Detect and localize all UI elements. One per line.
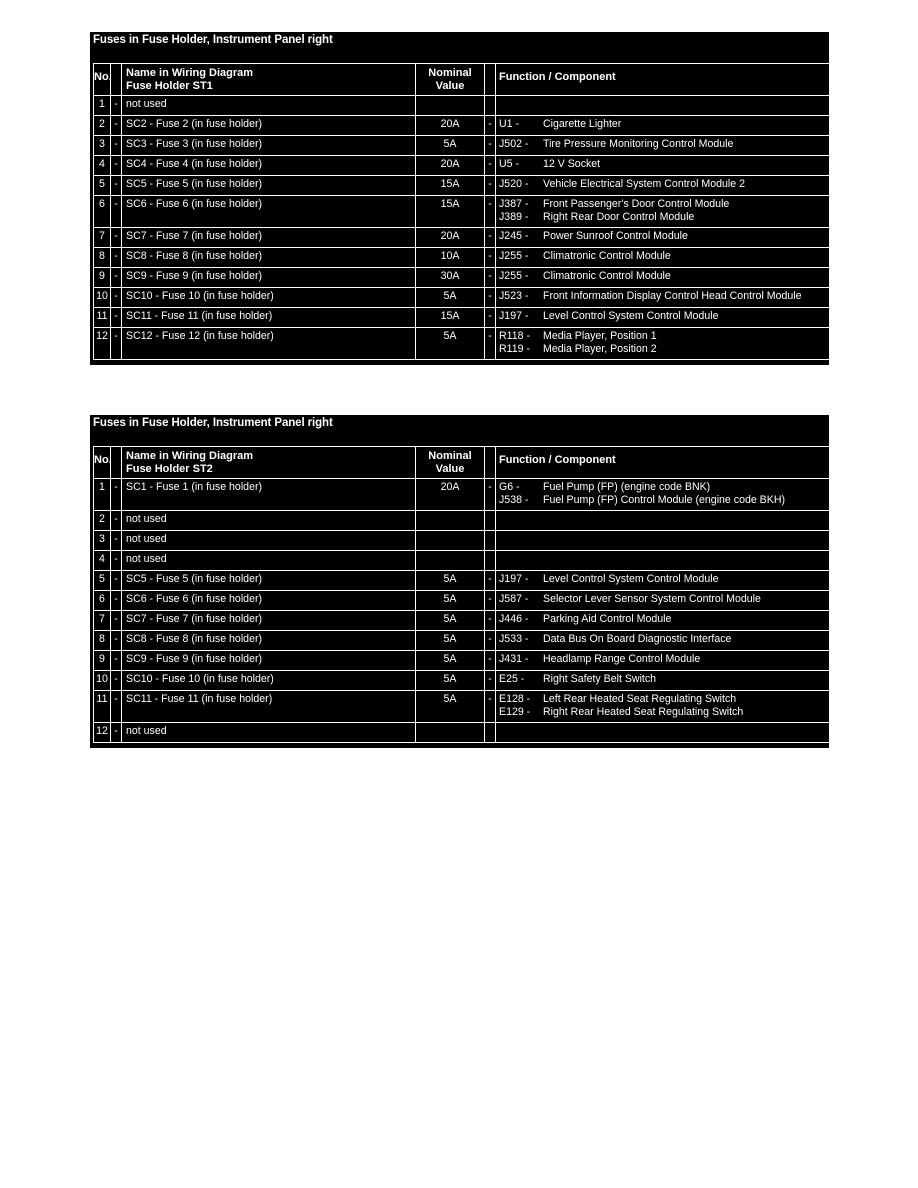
fuse-terminal: 87 (857, 478, 912, 511)
row-dash: - (110, 610, 122, 631)
fuse-value: 20A (415, 227, 485, 248)
fuse-terminal (857, 510, 912, 531)
fuse-value (415, 550, 485, 571)
fuse-function (495, 247, 858, 268)
header-value (415, 63, 485, 96)
fuse-number: 6 (93, 590, 111, 611)
component-desc: Level Control System Control Module (543, 310, 719, 322)
fuse-number: 2 (93, 510, 111, 531)
fuse-function (495, 135, 858, 156)
row-dash: - (484, 115, 496, 136)
fuse-terminal: 30 (857, 307, 912, 328)
fuse-terminal: 30 (857, 115, 912, 136)
fuse-function (495, 610, 858, 631)
header-value-line1: Nominal (428, 450, 472, 462)
row-dash: - (484, 327, 496, 360)
row-dash: - (110, 227, 122, 248)
fuse-value: 5A (415, 135, 485, 156)
fuse-value (415, 95, 485, 116)
table-row (90, 590, 891, 611)
table-row (90, 287, 891, 308)
fuse-number: 9 (93, 267, 111, 288)
component-code: J520 - (499, 178, 529, 190)
fuse-function (495, 327, 858, 360)
component-line (496, 494, 857, 507)
fuse-terminal (857, 530, 912, 551)
component-line (496, 481, 857, 494)
header-value-line2: Value (435, 463, 465, 475)
row-dash: - (484, 630, 496, 651)
row-dash: - (110, 175, 122, 196)
component-code: J533 - (499, 633, 529, 645)
fuse-value: 5A (415, 570, 485, 591)
row-dash: - (110, 267, 122, 288)
fuse-number: 8 (93, 247, 111, 268)
fuse-number: 12 (93, 327, 111, 360)
component-desc: Climatronic Control Module (543, 270, 671, 282)
fuse-function (495, 722, 858, 743)
component-line (496, 706, 857, 719)
row-dash: - (110, 195, 122, 228)
component-desc: Fuel Pump (FP) (engine code BNK) (543, 481, 711, 493)
fuse-name: SC7 - Fuse 7 (in fuse holder) (121, 610, 416, 631)
component-code: R119 - (499, 343, 531, 355)
component-desc: Cigarette Lighter (543, 118, 622, 130)
component-line (496, 158, 857, 171)
header-terminal: Terminal (857, 446, 912, 479)
fuse-terminal: 30 (857, 227, 912, 248)
fuse-terminal: 30 (857, 195, 912, 228)
fuse-terminal: 15 (857, 570, 912, 591)
component-line (496, 211, 857, 224)
component-desc: Climatronic Control Module (543, 250, 671, 262)
component-line (496, 178, 857, 191)
component-desc: 12 V Socket (543, 158, 601, 170)
fuse-number: 6 (93, 195, 111, 228)
header-value (415, 446, 485, 479)
fuse-terminal: 30 (857, 135, 912, 156)
fuse-terminal: 30 (857, 175, 912, 196)
component-line (496, 198, 857, 211)
row-dash: - (110, 550, 122, 571)
row-dash: - (110, 247, 122, 268)
table-row (90, 478, 891, 511)
header-function: Function / Component (495, 63, 858, 96)
component-line (496, 593, 857, 606)
component-line (496, 673, 857, 686)
row-dash: - (110, 722, 122, 743)
component-line (496, 330, 857, 343)
header-name-line1: Name in Wiring Diagram (126, 67, 254, 79)
table-row (90, 227, 891, 248)
fuse-name: SC8 - Fuse 8 (in fuse holder) (121, 630, 416, 651)
fuse-name: SC10 - Fuse 10 (in fuse holder) (121, 670, 416, 691)
fuse-name: SC6 - Fuse 6 (in fuse holder) (121, 590, 416, 611)
component-code: J245 - (499, 230, 529, 242)
fuse-number: 9 (93, 650, 111, 671)
table-row (90, 175, 891, 196)
fuse-function (495, 267, 858, 288)
fuse-number: 3 (93, 135, 111, 156)
fuse-terminal: 15 (857, 670, 912, 691)
header-name-line2: Fuse Holder ST2 (126, 463, 213, 475)
row-dash: - (110, 287, 122, 308)
component-line (496, 633, 857, 646)
component-line (496, 230, 857, 243)
fuse-function (495, 155, 858, 176)
table-row (90, 115, 891, 136)
row-dash: - (484, 610, 496, 631)
component-desc: Vehicle Electrical System Control Module 2 (543, 178, 745, 190)
component-desc: Data Bus On Board Diagnostic Interface (543, 633, 732, 645)
row-dash: - (110, 570, 122, 591)
fuse-terminal: 30 (857, 247, 912, 268)
fuse-terminal: 15 (857, 630, 912, 651)
fuse-number: 1 (93, 478, 111, 511)
fuse-name: SC9 - Fuse 9 (in fuse holder) (121, 267, 416, 288)
component-line (496, 290, 857, 303)
component-desc: Media Player, Position 1 (543, 330, 657, 342)
component-desc: Front Passenger's Door Control Module (543, 198, 730, 210)
header-function: Function / Component (495, 446, 858, 479)
fuse-name: SC5 - Fuse 5 (in fuse holder) (121, 175, 416, 196)
component-desc: Right Rear Heated Seat Regulating Switch (543, 706, 744, 718)
component-line (496, 310, 857, 323)
fuse-value: 20A (415, 115, 485, 136)
fuse-terminal: 30 (857, 327, 912, 360)
component-line (496, 573, 857, 586)
row-dash: - (484, 650, 496, 671)
fuse-value (415, 530, 485, 551)
fuse-function (495, 510, 858, 531)
component-desc: Media Player, Position 2 (543, 343, 657, 355)
header-name-line1: Name in Wiring Diagram (126, 450, 254, 462)
table-row (90, 155, 891, 176)
fuse-function (495, 195, 858, 228)
fuse-function (495, 570, 858, 591)
table-row (90, 247, 891, 268)
table-row (90, 267, 891, 288)
table-row (90, 650, 891, 671)
row-dash: - (484, 227, 496, 248)
fuse-table-st2 (90, 415, 908, 748)
component-desc: Front Information Display Control Head Control Module (543, 290, 802, 302)
component-desc: Right Safety Belt Switch (543, 673, 657, 685)
row-dash: - (484, 670, 496, 691)
fuse-table-st1 (90, 32, 908, 365)
table-header-row (90, 446, 908, 479)
fuse-name: not used (121, 95, 416, 116)
component-code: J446 - (499, 613, 529, 625)
fuse-terminal (857, 550, 912, 571)
fuse-value: 5A (415, 327, 485, 360)
component-code: J502 - (499, 138, 529, 150)
component-code: G6 - (499, 481, 520, 493)
fuse-function (495, 95, 858, 116)
header-value-line2: Value (435, 80, 465, 92)
header-value-line1: Nominal (428, 67, 472, 79)
table-row (90, 195, 891, 228)
header-terminal: Terminal (857, 63, 912, 96)
fuse-function (495, 307, 858, 328)
fuse-value: 5A (415, 670, 485, 691)
row-dash: - (484, 287, 496, 308)
row-dash: - (110, 530, 122, 551)
row-dash: - (110, 510, 122, 531)
fuse-name: SC12 - Fuse 12 (in fuse holder) (121, 327, 416, 360)
fuse-value: 20A (415, 155, 485, 176)
fuse-number: 5 (93, 570, 111, 591)
fuse-function (495, 227, 858, 248)
component-desc: Selector Lever Sensor System Control Module (543, 593, 761, 605)
row-dash: - (110, 327, 122, 360)
component-desc: Headlamp Range Control Module (543, 653, 701, 665)
fuse-number: 12 (93, 722, 111, 743)
header-no: No. (93, 63, 111, 96)
fuse-name: SC4 - Fuse 4 (in fuse holder) (121, 155, 416, 176)
component-line (496, 270, 857, 283)
header-no: No. (93, 446, 111, 479)
fuse-value: 10A (415, 247, 485, 268)
component-code: J197 - (499, 310, 529, 322)
fuse-value (415, 722, 485, 743)
component-line (496, 250, 857, 263)
component-code: J431 - (499, 653, 529, 665)
component-desc: Right Rear Door Control Module (543, 211, 695, 223)
component-desc: Level Control System Control Module (543, 573, 719, 585)
fuse-function (495, 650, 858, 671)
table-row (90, 670, 891, 691)
row-dash: - (484, 590, 496, 611)
fuse-name: SC2 - Fuse 2 (in fuse holder) (121, 115, 416, 136)
fuse-value: 5A (415, 590, 485, 611)
fuse-name: SC11 - Fuse 11 (in fuse holder) (121, 307, 416, 328)
fuse-number: 8 (93, 630, 111, 651)
fuse-name: not used (121, 530, 416, 551)
fuse-function (495, 530, 858, 551)
component-code: J538 - (499, 494, 529, 506)
table-header-row (90, 63, 908, 96)
fuse-name: not used (121, 550, 416, 571)
component-line (496, 613, 857, 626)
component-desc: Tire Pressure Monitoring Control Module (543, 138, 734, 150)
row-dash: - (110, 155, 122, 176)
fuse-name: SC1 - Fuse 1 (in fuse holder) (121, 478, 416, 511)
fuse-number: 11 (93, 690, 111, 723)
component-code: R118 - (499, 330, 531, 342)
fuse-name: SC5 - Fuse 5 (in fuse holder) (121, 570, 416, 591)
header-name (121, 63, 416, 96)
fuse-value: 5A (415, 287, 485, 308)
row-dash: - (484, 478, 496, 511)
fuse-number: 10 (93, 670, 111, 691)
table-row (90, 95, 829, 116)
row-dash: - (110, 95, 122, 116)
row-dash: - (110, 650, 122, 671)
table-row (90, 722, 829, 743)
fuse-value: 15A (415, 195, 485, 228)
component-line (496, 693, 857, 706)
fuse-function (495, 550, 858, 571)
component-code: E128 - (499, 693, 531, 705)
component-code: J389 - (499, 211, 529, 223)
fuse-terminal (857, 722, 912, 743)
table-row (90, 510, 829, 531)
component-line (496, 343, 857, 356)
component-code: J255 - (499, 250, 529, 262)
row-dash: - (110, 478, 122, 511)
table-row (90, 307, 891, 328)
fuse-terminal (857, 95, 912, 116)
fuse-name: not used (121, 722, 416, 743)
table-row (90, 327, 891, 360)
table-row (90, 570, 891, 591)
fuse-number: 1 (93, 95, 111, 116)
component-desc: Fuel Pump (FP) Control Module (engine code BKH) (543, 494, 785, 506)
component-line (496, 118, 857, 131)
component-desc: Parking Aid Control Module (543, 613, 672, 625)
row-dash: - (110, 690, 122, 723)
fuse-value (415, 510, 485, 531)
row-dash: - (484, 247, 496, 268)
fuse-function (495, 630, 858, 651)
fuse-terminal: 30 (857, 267, 912, 288)
component-code: E25 - (499, 673, 525, 685)
component-desc: Left Rear Heated Seat Regulating Switch (543, 693, 737, 705)
fuse-number: 3 (93, 530, 111, 551)
header-name-line2: Fuse Holder ST1 (126, 80, 213, 92)
fuse-name: SC10 - Fuse 10 (in fuse holder) (121, 287, 416, 308)
fuse-number: 4 (93, 155, 111, 176)
fuse-value: 30A (415, 267, 485, 288)
fuse-function (495, 175, 858, 196)
fuse-terminal: 15 (857, 590, 912, 611)
fuse-terminal: 30 (857, 287, 912, 308)
fuse-value: 15A (415, 307, 485, 328)
fuse-number: 7 (93, 610, 111, 631)
component-desc: Power Sunroof Control Module (543, 230, 688, 242)
fuse-value: 5A (415, 630, 485, 651)
row-dash: - (484, 690, 496, 723)
fuse-number: 5 (93, 175, 111, 196)
row-dash: - (110, 307, 122, 328)
fuse-name: SC11 - Fuse 11 (in fuse holder) (121, 690, 416, 723)
fuse-number: 11 (93, 307, 111, 328)
table-row (90, 530, 829, 551)
fuse-terminal: 30 (857, 155, 912, 176)
row-dash: - (484, 267, 496, 288)
fuse-number: 2 (93, 115, 111, 136)
row-dash: - (484, 155, 496, 176)
fuse-value: 15A (415, 175, 485, 196)
fuse-function (495, 115, 858, 136)
fuse-function (495, 690, 858, 723)
row-dash: - (484, 307, 496, 328)
fuse-name: SC8 - Fuse 8 (in fuse holder) (121, 247, 416, 268)
fuse-name: SC7 - Fuse 7 (in fuse holder) (121, 227, 416, 248)
table-row (90, 630, 891, 651)
component-code: J587 - (499, 593, 529, 605)
table-title: Fuses in Fuse Holder, Instrument Panel right (93, 34, 333, 46)
fuse-name: SC9 - Fuse 9 (in fuse holder) (121, 650, 416, 671)
table-title: Fuses in Fuse Holder, Instrument Panel right (93, 417, 333, 429)
fuse-function (495, 287, 858, 308)
component-code: U5 - (499, 158, 520, 170)
component-line (496, 653, 857, 666)
component-code: J197 - (499, 573, 529, 585)
fuse-value: 20A (415, 478, 485, 511)
table-row (90, 690, 891, 723)
fuse-value: 5A (415, 690, 485, 723)
component-code: J387 - (499, 198, 529, 210)
fuse-function (495, 590, 858, 611)
component-code: J255 - (499, 270, 529, 282)
row-dash: - (484, 570, 496, 591)
fuse-terminal: 15 (857, 690, 912, 723)
fuse-name: SC6 - Fuse 6 (in fuse holder) (121, 195, 416, 228)
table-row (90, 610, 891, 631)
component-line (496, 138, 857, 151)
fuse-name: not used (121, 510, 416, 531)
fuse-number: 10 (93, 287, 111, 308)
fuse-name: SC3 - Fuse 3 (in fuse holder) (121, 135, 416, 156)
row-dash: - (110, 670, 122, 691)
row-dash: - (110, 630, 122, 651)
row-dash: - (484, 175, 496, 196)
table-row (90, 135, 891, 156)
row-dash: - (110, 135, 122, 156)
row-dash: - (110, 590, 122, 611)
component-code: E129 - (499, 706, 531, 718)
fuse-value: 5A (415, 610, 485, 631)
fuse-terminal: 15 (857, 610, 912, 631)
fuse-function (495, 478, 858, 511)
fuse-number: 4 (93, 550, 111, 571)
component-code: U1 - (499, 118, 520, 130)
row-dash: - (110, 115, 122, 136)
fuse-terminal: 15 (857, 650, 912, 671)
header-name (121, 446, 416, 479)
fuse-value: 5A (415, 650, 485, 671)
row-dash: - (484, 135, 496, 156)
fuse-number: 7 (93, 227, 111, 248)
table-row (90, 550, 829, 571)
row-dash: - (484, 195, 496, 228)
component-code: J523 - (499, 290, 529, 302)
fuse-function (495, 670, 858, 691)
